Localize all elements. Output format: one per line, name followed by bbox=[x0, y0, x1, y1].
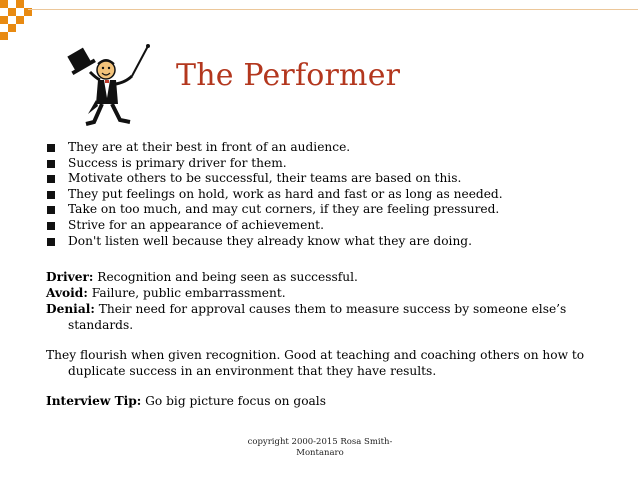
square-bullet-icon bbox=[47, 160, 55, 168]
copyright-footer: copyright 2000-2015 Rosa Smith-Montanaro bbox=[247, 437, 393, 458]
driver-text: Recognition and being seen as successful. bbox=[93, 270, 358, 284]
interview-tip-label: Interview Tip: bbox=[46, 394, 142, 408]
bullet-text: They are at their best in front of an audience. bbox=[68, 140, 351, 154]
square-bullet-icon bbox=[47, 222, 55, 230]
list-item bbox=[46, 171, 626, 187]
bullet-text: They put feelings on hold, work as hard and fast or as long as needed. bbox=[68, 186, 503, 201]
driver-line bbox=[46, 269, 606, 285]
bullet-list bbox=[46, 140, 626, 249]
denial-label: Denial: bbox=[46, 302, 95, 316]
interview-tip-line bbox=[46, 393, 606, 409]
list-item bbox=[46, 234, 626, 250]
denial-text: Their need for approval causes them to measure success by someone else’s standards. bbox=[68, 302, 567, 332]
square-bullet-icon bbox=[47, 175, 55, 183]
avoid-line bbox=[46, 285, 606, 301]
bullet-text: Take on too much, and may cut corners, if they are feeling pressured. bbox=[68, 202, 500, 217]
bullet-text: Don't listen well because they already know what they are doing. bbox=[68, 233, 472, 248]
checker-corner-icon bbox=[0, 0, 34, 40]
driver-label: Driver: bbox=[46, 270, 94, 284]
performer-clipart-icon bbox=[66, 42, 162, 130]
list-item bbox=[46, 156, 626, 172]
denial-line bbox=[46, 301, 606, 333]
interview-tip-text: Go big picture focus on goals bbox=[141, 394, 326, 408]
avoid-text: Failure, public embarrassment. bbox=[87, 286, 286, 300]
flourish-paragraph: They flourish when given recognition. Good at teaching and coaching others on how to duplicate success in an environment that they have results. bbox=[46, 348, 585, 378]
bullet-text: Strive for an appearance of achievement. bbox=[68, 217, 324, 232]
square-bullet-icon bbox=[47, 238, 55, 246]
definitions bbox=[46, 269, 606, 409]
bullet-text: Motivate others to be successful, their teams are based on this. bbox=[68, 171, 462, 186]
square-bullet-icon bbox=[47, 206, 55, 214]
bullet-text: Success is primary driver for them. bbox=[68, 155, 287, 170]
avoid-label: Avoid: bbox=[46, 286, 88, 300]
list-item bbox=[46, 140, 626, 156]
top-rule bbox=[28, 9, 638, 10]
list-item bbox=[46, 218, 626, 234]
list-item bbox=[46, 187, 626, 203]
slide-title: The Performer bbox=[176, 58, 401, 93]
square-bullet-icon bbox=[47, 144, 55, 152]
square-bullet-icon bbox=[47, 191, 55, 199]
list-item bbox=[46, 202, 626, 218]
